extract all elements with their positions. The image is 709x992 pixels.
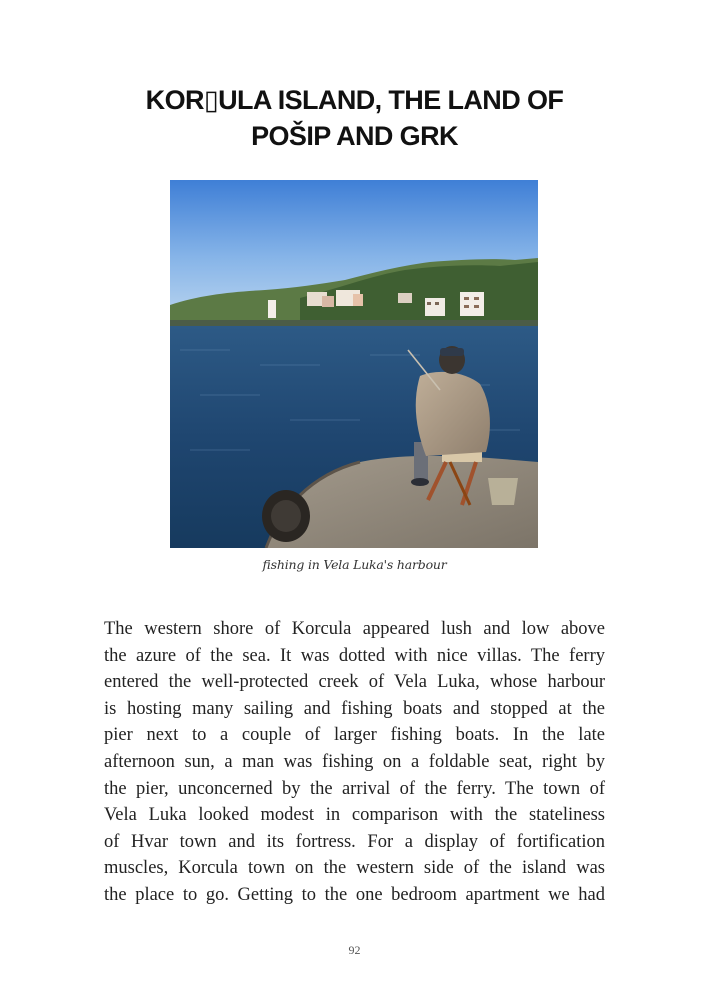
body-line: the pier, unconcerned by the arrival of the ferry. The town of: [104, 778, 605, 799]
body-line: the azure of the sea. It was dotted with nice villas. The ferry: [104, 645, 605, 666]
harbour-photo: [170, 180, 538, 548]
chapter-title-line-2: POŠIP AND GRK: [251, 121, 458, 151]
chapter-title: [60, 82, 649, 154]
body-line: The western shore of Korcula appeared lush and low above: [104, 619, 605, 639]
body-line: pier next to a couple of larger fishing boats. In the late: [104, 725, 605, 746]
shoreline: [170, 320, 538, 326]
body-line: afternoon sun, a man was fishing on a foldable seat, right by: [104, 751, 605, 772]
photo-caption: fishing in Vela Luka's harbour: [262, 557, 447, 572]
body-line: the place to go. Getting to the one bedroom apartment we had: [104, 884, 605, 905]
bucket: [488, 478, 518, 505]
body-line: is hosting many sailing and fishing boats and stopped at the: [104, 698, 605, 719]
body-line: of Hvar town and its fortress. For a display of fortification: [104, 831, 605, 852]
page-number: 92: [348, 943, 361, 957]
body-paragraph: [104, 616, 605, 909]
chapter-title-line-1: KOR▯ULA ISLAND, THE LAND OF: [145, 85, 564, 115]
body-line: entered the well-protected creek of Vela Luka, whose harbour: [104, 672, 605, 693]
body-line: Vela Luka looked modest in comparison with the stateliness: [104, 805, 605, 826]
body-line: muscles, Korcula town on the western side of the island was: [104, 858, 605, 879]
